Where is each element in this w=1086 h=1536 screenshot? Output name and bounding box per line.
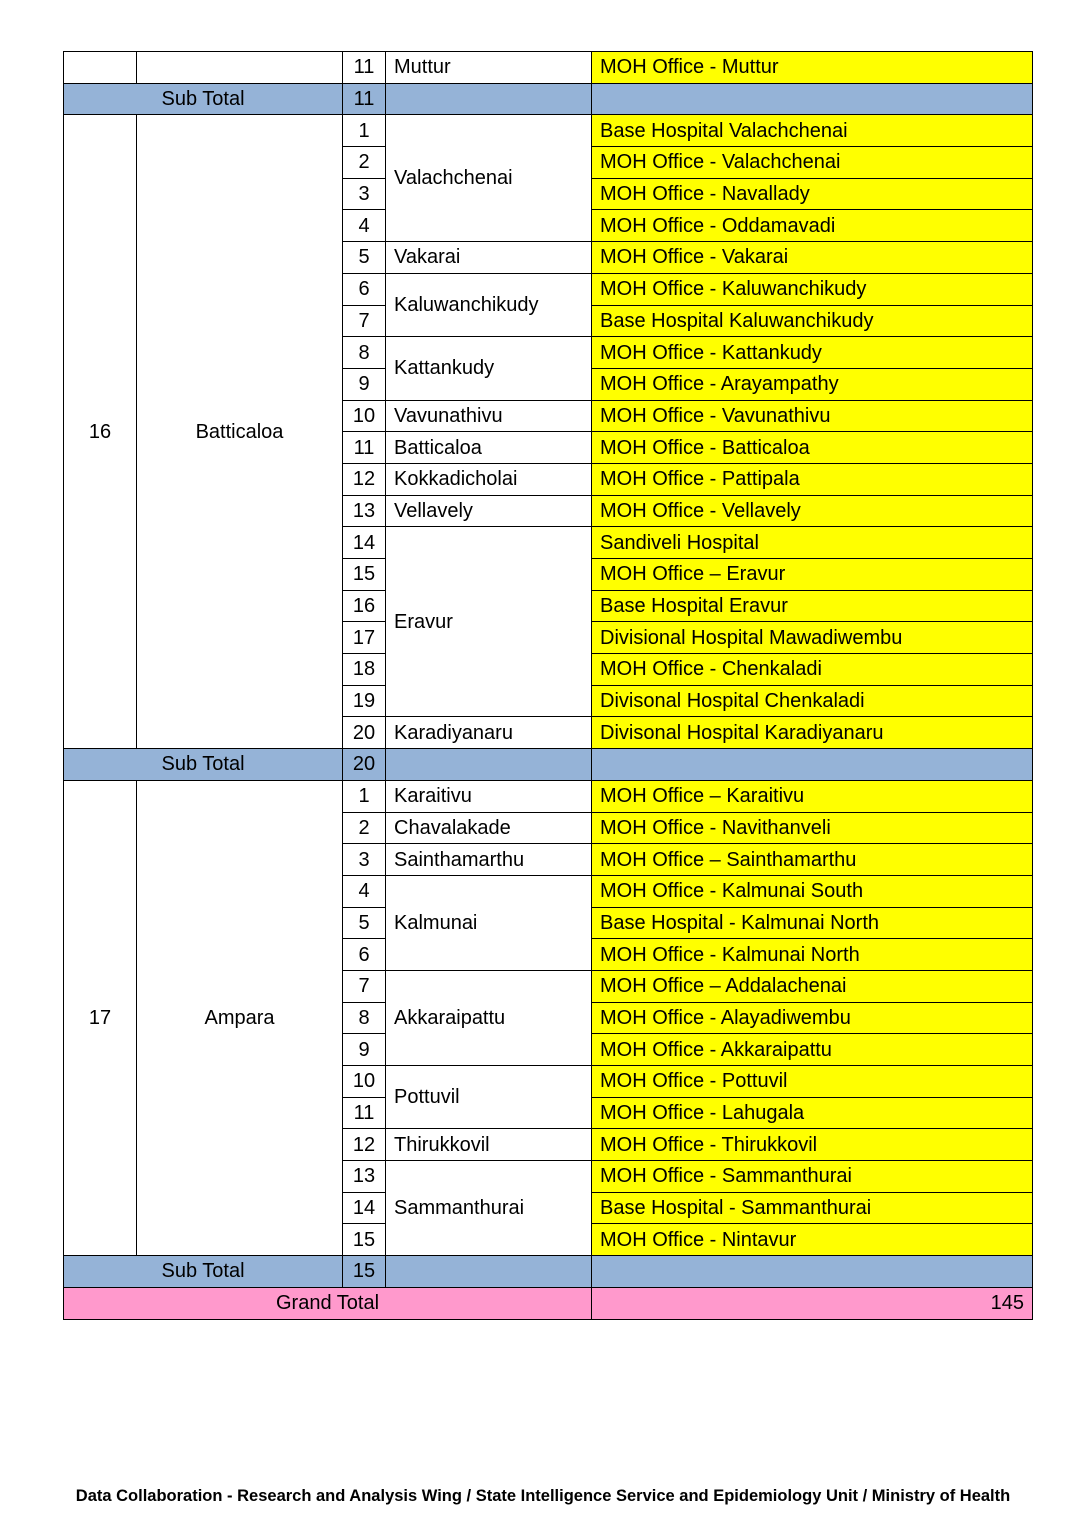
- location-name: MOH Office - Kalmunai South: [592, 875, 1033, 907]
- subtotal-label: Sub Total: [64, 1256, 343, 1288]
- subtotal-value: 20: [343, 749, 386, 781]
- location-name: MOH Office - Oddamavadi: [592, 210, 1033, 242]
- location-name: MOH Office - Arayampathy: [592, 368, 1033, 400]
- row-number: 15: [343, 1224, 386, 1256]
- location-name: Divisonal Hospital Karadiyanaru: [592, 717, 1033, 749]
- division-name: Thirukkovil: [386, 1129, 592, 1161]
- location-name: MOH Office - Lahugala: [592, 1097, 1033, 1129]
- district-number: 16: [64, 115, 137, 749]
- row-number: 1: [343, 115, 386, 147]
- division-name: Vellavely: [386, 495, 592, 527]
- row-number: 18: [343, 654, 386, 686]
- table-row: [64, 115, 1033, 147]
- location-name: MOH Office - Navallady: [592, 178, 1033, 210]
- location-name: Base Hospital Eravur: [592, 590, 1033, 622]
- row-number: 8: [343, 1002, 386, 1034]
- row-number: 9: [343, 368, 386, 400]
- row-number: 7: [343, 970, 386, 1002]
- row-number: 10: [343, 1066, 386, 1098]
- row-number: 6: [343, 939, 386, 971]
- row-number: 2: [343, 812, 386, 844]
- location-name: Base Hospital - Kalmunai North: [592, 907, 1033, 939]
- district-name: Ampara: [137, 780, 343, 1255]
- location-name: MOH Office - Nintavur: [592, 1224, 1033, 1256]
- location-name: MOH Office - Muttur: [592, 52, 1033, 84]
- row-number: 4: [343, 210, 386, 242]
- division-name: Karaitivu: [386, 780, 592, 812]
- location-name: MOH Office – Addalachenai: [592, 970, 1033, 1002]
- division-name: Batticaloa: [386, 432, 592, 464]
- row-number: 4: [343, 875, 386, 907]
- location-name: MOH Office – Eravur: [592, 559, 1033, 591]
- row-number: 12: [343, 463, 386, 495]
- location-name: MOH Office - Kattankudy: [592, 337, 1033, 369]
- grand-total-value: 145: [592, 1287, 1033, 1319]
- division-name: Eravur: [386, 527, 592, 717]
- row-number: 9: [343, 1034, 386, 1066]
- subtotal-row: [64, 1256, 1033, 1288]
- location-name: MOH Office - Sammanthurai: [592, 1161, 1033, 1193]
- row-number: 13: [343, 1161, 386, 1193]
- row-number: 15: [343, 559, 386, 591]
- location-name: MOH Office – Karaitivu: [592, 780, 1033, 812]
- subtotal-row: [64, 83, 1033, 115]
- location-name: MOH Office - Kalmunai North: [592, 939, 1033, 971]
- grand-total-row: [64, 1287, 1033, 1319]
- division-name: Vakarai: [386, 242, 592, 274]
- row-number: 1: [343, 780, 386, 812]
- location-name: MOH Office – Sainthamarthu: [592, 844, 1033, 876]
- subtotal-label: Sub Total: [64, 83, 343, 115]
- location-name: MOH Office - Kaluwanchikudy: [592, 273, 1033, 305]
- division-name: Pottuvil: [386, 1066, 592, 1129]
- location-name: MOH Office - Pattipala: [592, 463, 1033, 495]
- division-name: Kalmunai: [386, 875, 592, 970]
- division-name: Vavunathivu: [386, 400, 592, 432]
- facility-table: [63, 51, 1033, 1320]
- division-name: Kaluwanchikudy: [386, 273, 592, 336]
- division-name: Akkaraipattu: [386, 970, 592, 1065]
- division-name: Sainthamarthu: [386, 844, 592, 876]
- grand-total-label: Grand Total: [64, 1287, 592, 1319]
- row-number: 3: [343, 844, 386, 876]
- location-name: MOH Office - Vakarai: [592, 242, 1033, 274]
- table-row: [64, 780, 1033, 812]
- division-name: Karadiyanaru: [386, 717, 592, 749]
- row-number: 11: [343, 52, 386, 84]
- row-number: 16: [343, 590, 386, 622]
- location-name: MOH Office - Vellavely: [592, 495, 1033, 527]
- location-name: Sandiveli Hospital: [592, 527, 1033, 559]
- location-name: Base Hospital Valachchenai: [592, 115, 1033, 147]
- district-number: 17: [64, 780, 137, 1255]
- location-name: MOH Office - Valachchenai: [592, 147, 1033, 179]
- division-name: Chavalakade: [386, 812, 592, 844]
- row-number: 12: [343, 1129, 386, 1161]
- row-number: 5: [343, 907, 386, 939]
- row-number: 6: [343, 273, 386, 305]
- division-name: Sammanthurai: [386, 1161, 592, 1256]
- division-name: Kokkadicholai: [386, 463, 592, 495]
- row-number: 11: [343, 1097, 386, 1129]
- location-name: MOH Office - Chenkaladi: [592, 654, 1033, 686]
- location-name: MOH Office - Pottuvil: [592, 1066, 1033, 1098]
- location-name: MOH Office - Vavunathivu: [592, 400, 1033, 432]
- division-name: Kattankudy: [386, 337, 592, 400]
- location-name: MOH Office - Akkaraipattu: [592, 1034, 1033, 1066]
- row-number: 3: [343, 178, 386, 210]
- row-number: 13: [343, 495, 386, 527]
- row-number: 11: [343, 432, 386, 464]
- location-name: Base Hospital Kaluwanchikudy: [592, 305, 1033, 337]
- row-number: 14: [343, 527, 386, 559]
- location-name: Divisional Hospital Mawadiwembu: [592, 622, 1033, 654]
- division-name: Valachchenai: [386, 115, 592, 242]
- row-number: 20: [343, 717, 386, 749]
- location-name: MOH Office - Thirukkovil: [592, 1129, 1033, 1161]
- row-number: 5: [343, 242, 386, 274]
- location-name: MOH Office - Batticaloa: [592, 432, 1033, 464]
- row-number: 14: [343, 1192, 386, 1224]
- subtotal-value: 15: [343, 1256, 386, 1288]
- subtotal-row: [64, 749, 1033, 781]
- row-number: 8: [343, 337, 386, 369]
- row-number: 19: [343, 685, 386, 717]
- subtotal-label: Sub Total: [64, 749, 343, 781]
- division-name: Muttur: [386, 52, 592, 84]
- district-name: Batticaloa: [137, 115, 343, 749]
- row-number: 17: [343, 622, 386, 654]
- page-footer: Data Collaboration - Research and Analysis Wing / State Intelligence Service and Epidemiology Unit / Ministry of Health: [75, 1487, 1011, 1505]
- subtotal-value: 11: [343, 83, 386, 115]
- location-name: MOH Office - Navithanveli: [592, 812, 1033, 844]
- table-row: [64, 52, 1033, 84]
- location-name: Base Hospital - Sammanthurai: [592, 1192, 1033, 1224]
- location-name: Divisonal Hospital Chenkaladi: [592, 685, 1033, 717]
- row-number: 10: [343, 400, 386, 432]
- row-number: 2: [343, 147, 386, 179]
- location-name: MOH Office - Alayadiwembu: [592, 1002, 1033, 1034]
- row-number: 7: [343, 305, 386, 337]
